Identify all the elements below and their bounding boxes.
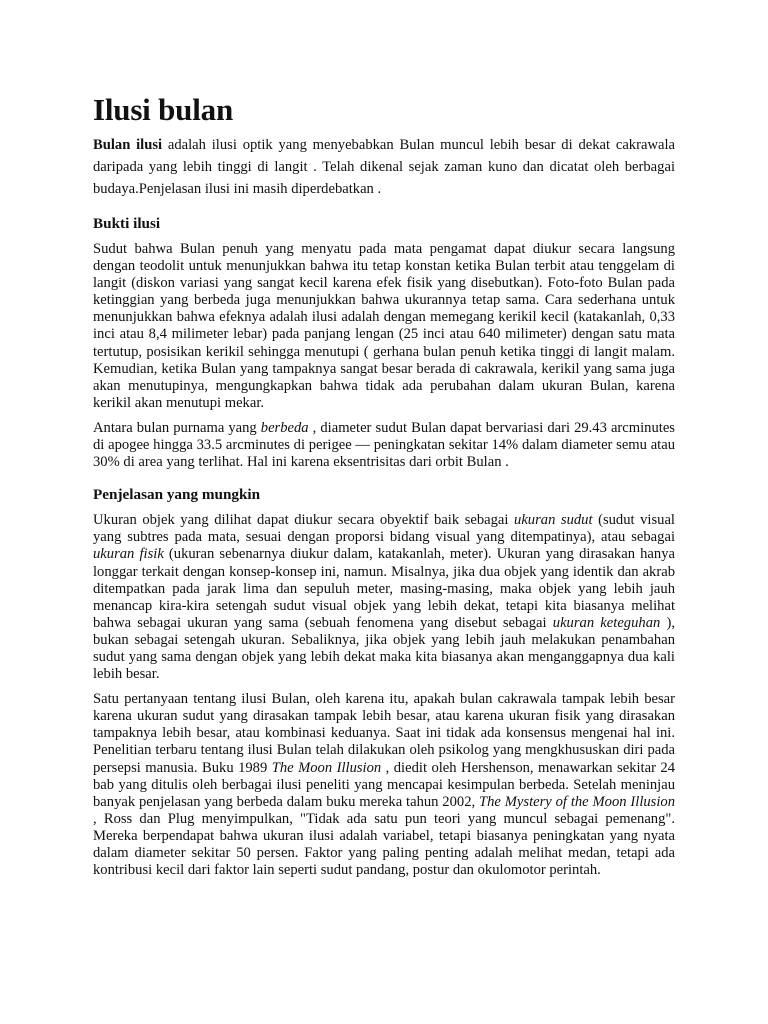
section-heading-penjelasan: Penjelasan yang mungkin — [93, 486, 261, 504]
italic-term: ukuran fisik — [93, 546, 164, 563]
italic-book-title: The Mystery of the Moon Illusion — [479, 793, 675, 810]
italic-book-title: The Moon Illusion — [271, 759, 382, 776]
paragraph: Satu pertanyaan tentang ilusi Bulan, oleh karena itu, apakah bulan cakrawala tampak lebih besar karena ukuran sudut yang dirasakan tampak lebih besar, atau karena ukuran fisik yang dirasakan tampaknya lebih besar, atau kombinasi keduanya. Saat ini tidak ada konsensus mengenai hal ini. Penelitian terbaru tentang ilusi Bulan telah dilakukan oleh psikolog yang mengkhususkan diri pada persepsi manusia. Buku 1989 The Moon Illusion , diedit oleh Hershenson, menawarkan sekitar 24 bab yang ditulis oleh berbagai ilusi peneliti yang mencapai kesimpulan berbeda. Setelah meninjau banyak penjelasan yang berbeda dalam buku mereka tahun 2002, The Mystery of the Moon Illusion , Ross dan Plug menyimpulkan, "Tidak ada satu pun teori yang muncul sebagai pemenang". Mereka berpendapat bahwa ukuran ilusi adalah variabel, tetapi biasanya peningkatan yang nyata dalam diameter sekitar 50 persen. Faktor yang paling penting adalah melihat medan, tetapi ada kontribusi kecil dari faktor lain seperti sudut pandang, postur dan okulomotor perintah. — [93, 691, 675, 879]
italic-term: berbeda — [260, 419, 309, 436]
intro-term: Bulan ilusi — [93, 137, 163, 153]
intro-paragraph — [93, 134, 675, 200]
document-page — [93, 92, 675, 879]
paragraph: Antara bulan purnama yang berbeda , diameter sudut Bulan dapat bervariasi dari 29.43 arcminutes di apogee hingga 33.5 arcminutes di perigee — peningkatan sekitar 14% dalam diameter semu atau 30% di area yang terlihat. Hal ini karena eksentrisitas dari orbit Bulan . — [93, 419, 675, 471]
paragraph: Sudut bahwa Bulan penuh yang menyatu pada mata pengamat dapat diukur secara langsung dengan teodolit untuk menunjukkan bahwa itu tetap konstan ketika Bulan terbit atau tenggelam di langit (diskon variasi yang sangat kecil karena efek fisik yang disebutkan). Foto-foto Bulan pada ketinggian yang berbeda juga menunjukkan bahwa ukurannya tetap sama. Cara sederhana untuk menunjukkan bahwa efeknya adalah ilusi adalah dengan memegang kerikil kecil (katakanlah, 0,33 inci atau 8,4 milimeter lebar) pada panjang lengan (25 inci atau 640 milimeter) dengan satu mata tertutup, posisikan kerikil sehingga menutupi ( gerhana bulan penuh ketika tinggi di langit malam. Kemudian, ketika Bulan yang tampaknya sangat besar berada di cakrawala, kerikil yang sama juga akan menutupinya, mengungkapkan bahwa tidak ada perubahan dalam ukuran Bulan, karena kerikil akan menutupi mekar. — [93, 241, 675, 411]
intro-text: adalah ilusi optik yang menyebabkan Bulan muncul lebih besar di dekat cakrawala daripada yang lebih tinggi di langit . Telah dikenal sejak zaman kuno dan dicatat oleh berbagai budaya.Penjelasan ilusi ini masih diperdebatkan . — [93, 137, 675, 197]
section-heading-bukti-ilusi: Bukti ilusi — [93, 215, 161, 232]
italic-term: ukuran sudut — [514, 512, 593, 529]
paragraph: Ukuran objek yang dilihat dapat diukur secara obyektif baik sebagai ukuran sudut (sudut visual yang subtres pada mata, sesuai dengan proporsi bidang visual yang ditempatinya), atau sebagai ukuran fisik (ukuran sebenarnya diukur dalam, katakanlah, meter). Ukuran yang dirasakan hanya longgar terkait dengan konsep-konsep ini, namun. Misalnya, jika dua objek yang identik dan akrab ditempatkan pada jarak lima dan sepuluh meter, masing-masing, maka objek yang lebih jauh menancap kira-kira setengah sudut visual objek yang lebih dekat, tetapi kita biasanya melihat bahwa sebagai ukuran yang sama (sebuah fenomena yang disebut sebagai ukuran keteguhan ), bukan sebagai setengah ukuran. Sebaliknya, jika objek yang lebih jauh melakukan penambahan sudut yang sama dengan objek yang lebih dekat maka kita biasanya akan menganggapnya dua kali lebih besar. — [93, 512, 675, 683]
italic-term: ukuran keteguhan — [552, 614, 661, 631]
page-title: Ilusi bulan — [93, 92, 233, 127]
